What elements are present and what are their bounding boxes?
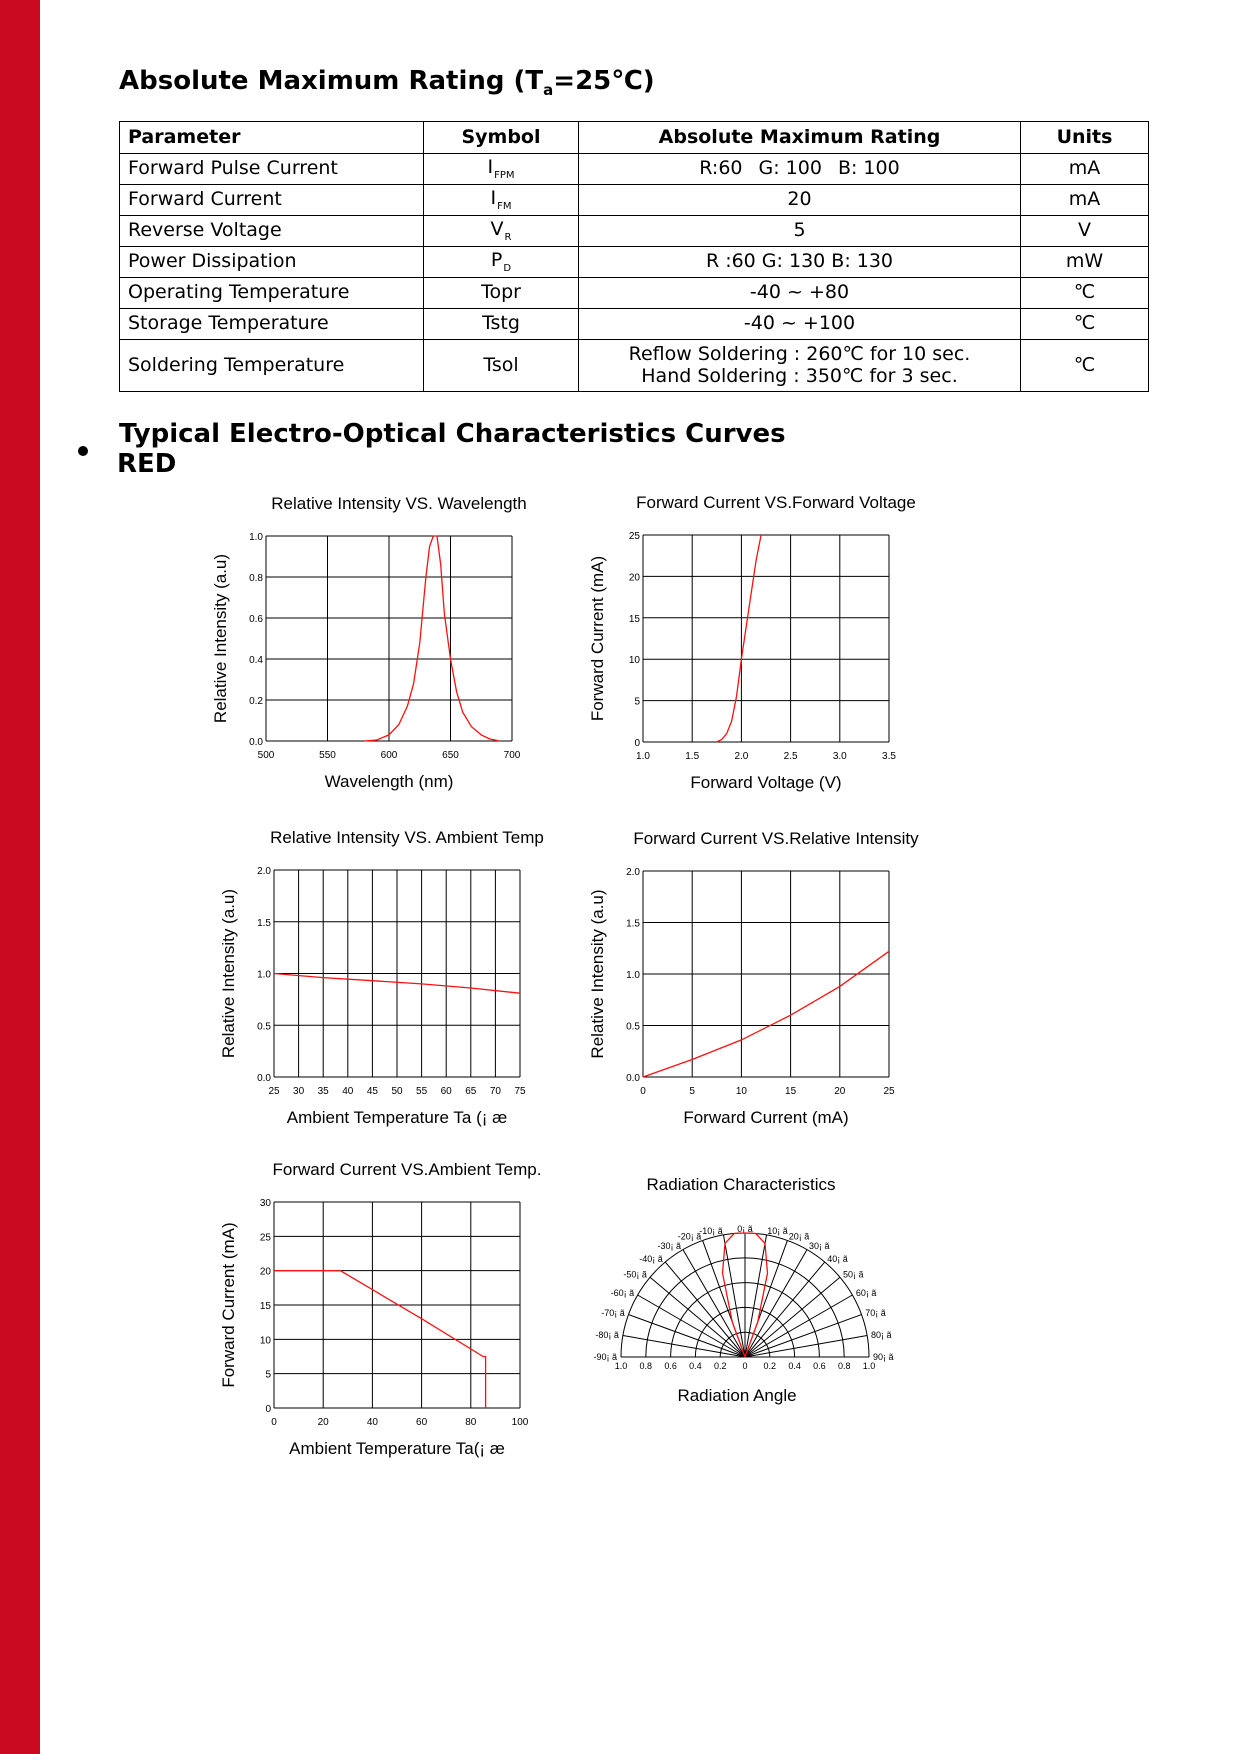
- chart-title: Relative Intensity VS. Wavelength: [271, 494, 527, 513]
- param-cell: Reverse Voltage: [120, 216, 424, 247]
- angle-label: -80¡ ã: [595, 1329, 619, 1340]
- y-tick-label: 2.0: [626, 867, 640, 878]
- y-tick-label: 1.5: [257, 917, 271, 929]
- x-tick-label: 650: [442, 750, 459, 761]
- unit-cell: mA: [1021, 154, 1149, 185]
- x-tick-label: 15: [785, 1086, 797, 1097]
- y-tick-label: 0.0: [249, 737, 263, 748]
- chart-wavelength: [211, 494, 527, 791]
- param-cell: Forward Pulse Current: [120, 154, 424, 185]
- amr-heading: Absolute Maximum Rating $(T_a=25℃)$: [119, 66, 655, 99]
- angle-label: -50¡ ã: [623, 1269, 647, 1280]
- x-tick-label: 40: [366, 1417, 378, 1428]
- radius-label: 0: [742, 1361, 748, 1371]
- y-tick-label: 2.0: [257, 866, 271, 877]
- x-tick-label: 70: [489, 1086, 501, 1097]
- y-tick-label: 0.5: [257, 1021, 271, 1033]
- x-axis-label: Forward Voltage (V): [690, 773, 842, 792]
- angle-label: 90¡ ã: [873, 1352, 894, 1362]
- angle-label: 80¡ ã: [871, 1329, 892, 1340]
- radius-label: 0.4: [788, 1361, 801, 1371]
- y-tick-label: 10: [628, 655, 640, 667]
- hand-line: Hand Soldering : 350℃ for 3 sec.: [641, 364, 958, 387]
- symbol-cell: $V_R$: [424, 216, 579, 247]
- x-tick-label: 65: [465, 1086, 477, 1097]
- unit-cell: mW: [1021, 247, 1149, 278]
- x-tick-label: 25: [883, 1086, 895, 1097]
- x-tick-label: 60: [440, 1086, 452, 1097]
- header-parameter: Parameter: [120, 122, 424, 154]
- y-tick-label: 0.4: [249, 655, 263, 666]
- x-axis-label: Ambient Temperature Ta (¡ æ: [286, 1108, 508, 1127]
- unit-cell: V: [1021, 216, 1149, 247]
- x-tick-label: 55: [416, 1086, 428, 1097]
- x-tick-label: 3.0: [832, 751, 847, 762]
- x-tick-label: 500: [257, 750, 275, 761]
- angle-label: 10¡ ã: [767, 1225, 788, 1236]
- y-tick-label: 0.0: [257, 1073, 271, 1084]
- y-tick-label: 0.5: [626, 1021, 640, 1033]
- x-tick-label: 0: [640, 1086, 646, 1097]
- chart-iv: [588, 493, 916, 792]
- angle-label: -40¡ ã: [639, 1253, 663, 1264]
- param-cell: Power Dissipation: [120, 247, 424, 278]
- unit-cell: ℃: [1021, 309, 1149, 340]
- y-tick-label: 0.2: [249, 696, 263, 707]
- chart-ri-current: [588, 829, 919, 1127]
- angle-label: 40¡ ã: [827, 1253, 848, 1264]
- radius-label: 0.8: [639, 1361, 653, 1371]
- section-red-heading: RED: [117, 449, 177, 479]
- y-axis-label: Forward Current (mA): [219, 1222, 238, 1388]
- angle-label: -90¡ ã: [593, 1352, 617, 1362]
- x-tick-label: 20: [317, 1417, 329, 1428]
- y-axis-label: Relative Intensity (a.u): [588, 889, 607, 1059]
- y-tick-label: 0: [265, 1404, 271, 1415]
- symbol-cell: Tstg: [424, 309, 579, 340]
- y-tick-label: 30: [259, 1198, 271, 1209]
- x-tick-label: 5: [689, 1086, 695, 1097]
- rating-cell: -40 ~ +100: [579, 309, 1021, 340]
- y-tick-label: 20: [259, 1266, 271, 1278]
- y-tick-label: 10: [259, 1335, 271, 1347]
- symbol-cell: Topr: [424, 278, 579, 309]
- y-tick-label: 15: [628, 613, 640, 625]
- x-tick-label: 2.5: [783, 751, 798, 762]
- x-tick-label: 75: [514, 1086, 526, 1097]
- angle-label: 50¡ ã: [843, 1269, 864, 1280]
- chart-title: Forward Current VS.Ambient Temp.: [272, 1160, 542, 1179]
- y-tick-label: 5: [265, 1369, 271, 1381]
- angle-label: 20¡ ã: [788, 1231, 810, 1242]
- angle-label: -60¡ ã: [610, 1288, 635, 1298]
- x-tick-label: 40: [342, 1086, 354, 1097]
- x-tick-label: 80: [465, 1417, 477, 1428]
- header-rating: Absolute Maximum Rating: [579, 122, 1021, 154]
- param-cell: Forward Current: [120, 185, 424, 216]
- x-tick-label: 50: [391, 1086, 403, 1097]
- angle-label: 70¡ ã: [865, 1308, 886, 1319]
- y-tick-label: 0: [634, 738, 640, 749]
- param-cell: Soldering Temperature: [120, 340, 424, 392]
- x-tick-label: 700: [503, 750, 521, 761]
- rating-cell: -40 ~ +80: [579, 278, 1021, 309]
- radius-label: 1.0: [614, 1361, 628, 1371]
- chart-title: Relative Intensity VS. Ambient Temp: [270, 828, 544, 847]
- x-tick-label: 550: [319, 750, 336, 761]
- x-tick-label: 45: [366, 1086, 378, 1097]
- chart-title: Forward Current VS.Forward Voltage: [636, 493, 916, 512]
- series-line: [364, 536, 499, 741]
- header-units: Units: [1021, 122, 1149, 154]
- y-tick-label: 1.0: [257, 969, 271, 981]
- unit-cell: ℃: [1021, 340, 1149, 392]
- radius-label: 0.2: [713, 1361, 727, 1371]
- reflow-line: Reflow Soldering : 260℃ for 10 sec.: [628, 342, 971, 365]
- y-tick-label: 1.0: [626, 970, 640, 981]
- unit-cell: ℃: [1021, 278, 1149, 309]
- chart-ri-temp: [219, 828, 544, 1127]
- y-tick-label: 5: [634, 696, 640, 708]
- symbol-cell: $I_{FM}$: [424, 185, 579, 216]
- radius-label: 0.4: [689, 1361, 702, 1371]
- x-tick-label: 0: [271, 1417, 277, 1428]
- rating-cell: R:60 G: 100 B: 100: [579, 154, 1021, 185]
- x-tick-label: 25: [268, 1086, 280, 1097]
- x-tick-label: 20: [834, 1086, 846, 1097]
- y-tick-label: 1.5: [626, 918, 640, 930]
- rating-cell: R :60 G: 130 B: 130: [579, 247, 1021, 278]
- y-axis-label: Forward Current (mA): [588, 555, 607, 722]
- angle-label: -10¡ ã: [699, 1225, 723, 1236]
- rating-cell: 20: [579, 185, 1021, 216]
- y-tick-label: 25: [628, 531, 640, 542]
- unit-cell: mA: [1021, 185, 1149, 216]
- y-axis-label: Relative Intensity (a.u): [211, 553, 230, 724]
- angle-label: -70¡ ã: [601, 1308, 625, 1319]
- y-tick-label: 25: [259, 1232, 271, 1244]
- y-tick-label: 1.0: [249, 532, 263, 543]
- angle-label: 0¡ ã: [737, 1224, 753, 1234]
- chart-title: Radiation Characteristics: [646, 1175, 836, 1194]
- param-cell: Storage Temperature: [120, 309, 424, 340]
- angle-label: -30¡ ã: [657, 1241, 681, 1252]
- y-axis-label: Relative Intensity (a.u): [219, 888, 238, 1059]
- angle-label: -20¡ ã: [677, 1231, 702, 1242]
- symbol-cell: $P_D$: [424, 247, 579, 278]
- x-tick-label: 1.5: [685, 751, 700, 762]
- series-line: [643, 951, 889, 1077]
- y-tick-label: 0.8: [249, 573, 263, 584]
- rating-cell: 5: [579, 216, 1021, 247]
- x-tick-label: 60: [416, 1417, 428, 1428]
- radius-label: 0.8: [837, 1361, 851, 1371]
- x-tick-label: 30: [293, 1086, 305, 1097]
- chart-radiation: [593, 1175, 893, 1405]
- x-tick-label: 600: [380, 750, 398, 761]
- x-tick-label: 1.0: [636, 751, 650, 762]
- symbol-cell: Tsol: [424, 340, 579, 392]
- x-tick-label: 100: [511, 1417, 529, 1428]
- x-axis-label: Radiation Angle: [677, 1386, 797, 1405]
- x-tick-label: 10: [735, 1086, 747, 1097]
- x-tick-label: 35: [317, 1086, 329, 1097]
- angle-label: 60¡ ã: [855, 1288, 877, 1298]
- header-symbol: Symbol: [424, 122, 579, 154]
- curves-heading: Typical Electro-Optical Characteristics Curves: [119, 419, 786, 449]
- x-axis-label: Wavelength (nm): [324, 772, 454, 791]
- radius-label: 0.6: [813, 1361, 826, 1371]
- y-tick-label: 20: [628, 572, 640, 584]
- angle-label: 30¡ ã: [809, 1241, 830, 1252]
- x-axis-label: Forward Current (mA): [683, 1108, 849, 1127]
- x-axis-label: Ambient Temperature Ta(¡ æ: [289, 1439, 505, 1458]
- y-tick-label: 0.6: [249, 614, 263, 625]
- radius-label: 1.0: [862, 1361, 876, 1371]
- series-line: [717, 535, 761, 742]
- chart-derating: [219, 1160, 541, 1458]
- symbol-cell: $I_{FPM}$: [424, 154, 579, 185]
- x-tick-label: 3.5: [882, 751, 896, 762]
- y-tick-label: 15: [259, 1301, 271, 1312]
- radius-label: 0.6: [664, 1361, 677, 1371]
- x-tick-label: 2.0: [734, 751, 749, 762]
- param-cell: Operating Temperature: [120, 278, 424, 309]
- y-tick-label: 0.0: [626, 1073, 640, 1084]
- chart-title: Forward Current VS.Relative Intensity: [633, 829, 919, 848]
- radius-label: 0.2: [763, 1361, 777, 1371]
